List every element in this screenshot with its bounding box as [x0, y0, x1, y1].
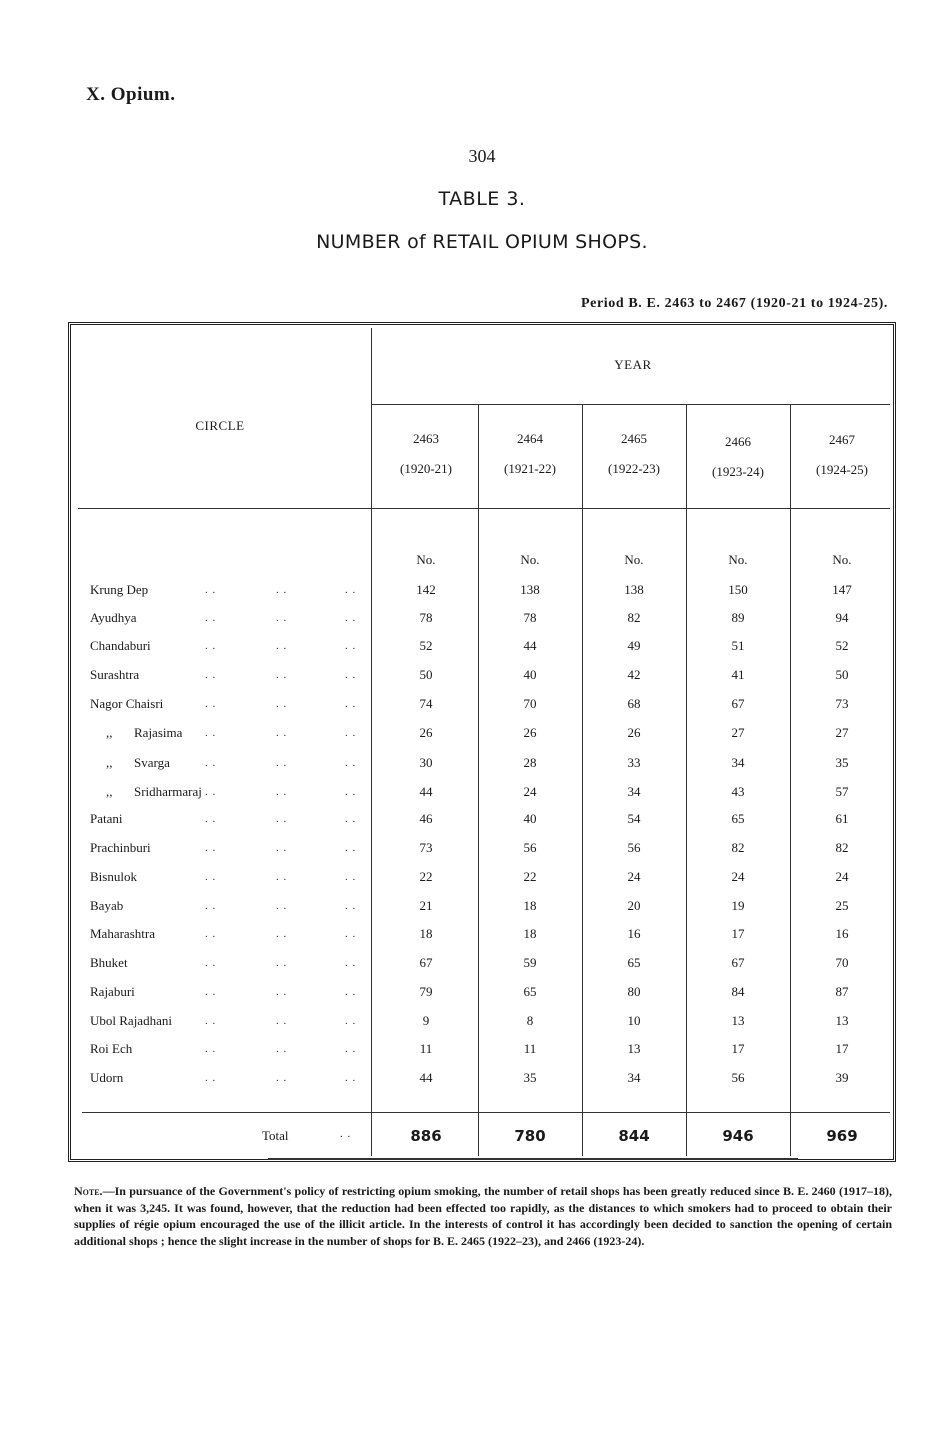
table-cell: 87	[835, 984, 849, 999]
table-cell: 40	[523, 811, 537, 826]
circle-name	[90, 1070, 123, 1086]
ditto-mark: ,,	[106, 725, 113, 740]
leader-dots: . .	[345, 698, 357, 710]
circle-header: CIRCLE	[195, 418, 245, 433]
total-value: 969	[826, 1127, 858, 1145]
year-be: 2463	[413, 431, 439, 446]
leader-dots: . .	[276, 842, 288, 854]
table-cell: 42	[627, 667, 641, 682]
circle-name	[106, 784, 202, 800]
leader-dots: . .	[345, 957, 357, 969]
table-cell: 50	[835, 667, 849, 682]
table-cell: 65	[627, 955, 641, 970]
footnote	[74, 1183, 892, 1249]
circle-name	[90, 638, 151, 654]
leader-dots: . .	[205, 640, 217, 652]
leader-dots: . .	[345, 900, 357, 912]
leader-dots: . .	[276, 986, 288, 998]
unit-label: No.	[624, 552, 644, 567]
leader-dots: . .	[205, 1015, 217, 1027]
year-ad: (1924-25)	[816, 462, 868, 477]
year-ad: (1920-21)	[400, 461, 452, 476]
table-cell: 17	[731, 1041, 745, 1056]
circle-name-text: Rajaburi	[90, 984, 135, 999]
table-cell: 67	[731, 955, 745, 970]
table-cell: 52	[419, 638, 433, 653]
leader-dots: . .	[205, 612, 217, 624]
table-cell: 26	[523, 725, 537, 740]
total-top-rule	[82, 1112, 890, 1113]
unit-label: No.	[416, 552, 436, 567]
leader-dots: . .	[205, 727, 217, 739]
leader-dots: . .	[276, 928, 288, 940]
circle-name-text: Surashtra	[90, 667, 140, 682]
leader-dots: . .	[345, 727, 357, 739]
table-cell: 21	[419, 898, 433, 913]
total-value: 886	[410, 1127, 442, 1145]
table-cell: 56	[731, 1070, 745, 1085]
footnote-head: Note.	[74, 1184, 103, 1198]
table-cell: 35	[523, 1070, 537, 1085]
leader-dots: . .	[345, 669, 357, 681]
footnote-body: —In pursuance of the Government's policy of restricting opium smoking, the number of retail shops has been greatly reduced since B. E. 2460 (1917–18), when it was 3,245. It was found, however, that the reduction had been effected too rapidly, as the distances to which smokers had to proceed to obtain their supplies of régie opium encouraged the use of the illicit article. In the interests of control it has accordingly been decided to sanction the opening of certain additional shops ; hence the slight increase in the number of shops for B. E. 2465 (1922–23), and 2466 (1923-24).	[74, 1184, 892, 1248]
circle-name-text: Bhuket	[90, 955, 128, 970]
table-cell: 28	[523, 755, 537, 770]
table-cell: 26	[627, 725, 641, 740]
circle-name	[90, 582, 148, 598]
table-cell: 17	[835, 1041, 849, 1056]
table-cell: 67	[731, 696, 745, 711]
table-cell: 24	[835, 869, 849, 884]
leader-dots: . .	[345, 928, 357, 940]
circle-name-text: Krung Dep	[90, 582, 149, 597]
table-cell: 24	[523, 784, 537, 799]
circle-name-text: Sridharmaraj	[134, 784, 202, 799]
leader-dots: . .	[276, 957, 288, 969]
total-value: 946	[722, 1127, 754, 1145]
table-cell: 9	[422, 1013, 430, 1028]
table-cell: 150	[728, 582, 748, 597]
table-cell: 70	[523, 696, 537, 711]
table-cell: 84	[731, 984, 745, 999]
leader-dots: . .	[345, 1015, 357, 1027]
table-cell: 33	[627, 755, 641, 770]
table-cell: 30	[419, 755, 433, 770]
table-cell: 49	[627, 638, 641, 653]
leader-dots: . .	[345, 640, 357, 652]
circle-name	[106, 755, 170, 771]
year-be: 2465	[621, 431, 647, 446]
year-header-rule	[372, 404, 890, 405]
table-title: NUMBER of RETAIL OPIUM SHOPS.	[316, 231, 648, 253]
circle-name	[90, 955, 128, 971]
circle-name-text: Udorn	[90, 1070, 124, 1085]
leader-dots: . .	[205, 842, 217, 854]
table-cell: 20	[627, 898, 641, 913]
leader-dots: . .	[345, 1043, 357, 1055]
leader-dots: . .	[345, 842, 357, 854]
leader-dots: . .	[205, 584, 217, 596]
table-cell: 40	[523, 667, 537, 682]
table-cell: 24	[731, 869, 745, 884]
year-column-header	[686, 434, 790, 480]
leader-dots: . .	[205, 900, 217, 912]
leader-dots: . .	[276, 612, 288, 624]
table-cell: 78	[419, 610, 433, 625]
leader-dots: . .	[276, 1043, 288, 1055]
table-cell: 74	[419, 696, 433, 711]
table-cell: 51	[731, 638, 745, 653]
unit-label: No.	[832, 552, 852, 567]
circle-name	[90, 696, 163, 712]
table-cell: 44	[419, 1070, 433, 1085]
period-caption: Period B. E. 2463 to 2467 (1920-21 to 1924-25).	[580, 296, 888, 311]
table-cell: 13	[627, 1041, 641, 1056]
table-cell: 147	[832, 582, 852, 597]
leader-dots: . .	[276, 900, 288, 912]
table-cell: 27	[835, 725, 849, 740]
table-cell: 41	[731, 667, 745, 682]
total-label: Total	[262, 1128, 289, 1143]
leader-dots: . .	[205, 986, 217, 998]
ditto-mark: ,,	[106, 784, 113, 799]
table-cell: 82	[627, 610, 641, 625]
leader-dots: . .	[276, 1015, 288, 1027]
leader-dots: . .	[205, 813, 217, 825]
circle-name	[90, 840, 151, 856]
leader-dots: . .	[205, 786, 217, 798]
table-cell: 10	[627, 1013, 641, 1028]
table-cell: 11	[523, 1041, 537, 1056]
leader-dots: . .	[205, 1043, 217, 1055]
circle-name-text: Ayudhya	[90, 610, 137, 625]
circle-name-text: Maharashtra	[90, 926, 155, 941]
table-cell: 70	[835, 955, 849, 970]
table-cell: 67	[419, 955, 433, 970]
column-divider-circle	[371, 328, 372, 1156]
table-cell: 73	[419, 840, 433, 855]
table-cell: 78	[523, 610, 537, 625]
table-cell: 39	[835, 1070, 849, 1085]
leader-dots: . .	[345, 584, 357, 596]
circle-name-text: Chandaburi	[90, 638, 151, 653]
table-cell: 34	[731, 755, 745, 770]
table-cell: 50	[419, 667, 433, 682]
table-cell: 22	[523, 869, 537, 884]
table-cell: 82	[731, 840, 745, 855]
leader-dots: . .	[276, 757, 288, 769]
header-bottom-rule	[78, 508, 890, 509]
leader-dots: . .	[345, 1072, 357, 1084]
table-cell: 138	[624, 582, 644, 597]
circle-name	[90, 610, 136, 626]
unit-label: No.	[520, 552, 540, 567]
circle-name-text: Bisnulok	[90, 869, 137, 884]
year-column-header	[478, 431, 582, 477]
circle-name	[90, 869, 137, 885]
table-cell: 34	[627, 1070, 641, 1085]
total-leader-dots: . .	[340, 1128, 352, 1140]
leader-dots: . .	[345, 612, 357, 624]
leader-dots: . .	[276, 727, 288, 739]
leader-dots: . .	[345, 986, 357, 998]
year-be: 2467	[829, 432, 855, 447]
circle-name	[90, 984, 135, 1000]
total-value: 844	[618, 1127, 650, 1145]
table-cell: 56	[627, 840, 641, 855]
table-cell: 11	[419, 1041, 433, 1056]
table-cell: 57	[835, 784, 849, 799]
circle-name	[90, 667, 139, 683]
table-cell: 65	[731, 811, 745, 826]
table-cell: 80	[627, 984, 641, 999]
table-cell: 79	[419, 984, 433, 999]
table-cell: 22	[419, 869, 433, 884]
year-column-header	[790, 432, 894, 478]
table-cell: 13	[731, 1013, 745, 1028]
table-cell: 8	[526, 1013, 534, 1028]
total-bottom-rule	[268, 1158, 798, 1160]
year-header: YEAR	[614, 357, 652, 372]
leader-dots: . .	[345, 871, 357, 883]
year-be: 2466	[725, 434, 751, 449]
leader-dots: . .	[205, 1072, 217, 1084]
table-cell: 35	[835, 755, 849, 770]
table-cell: 18	[523, 898, 537, 913]
table-cell: 82	[835, 840, 849, 855]
table-cell: 18	[523, 926, 537, 941]
leader-dots: . .	[276, 786, 288, 798]
page-number: 304	[468, 146, 496, 166]
unit-label: No.	[728, 552, 748, 567]
table-cell: 61	[835, 811, 849, 826]
leader-dots: . .	[276, 669, 288, 681]
table-cell: 46	[419, 811, 433, 826]
circle-name-text: Nagor Chaisri	[90, 696, 164, 711]
table-cell: 54	[627, 811, 641, 826]
circle-name	[90, 1013, 172, 1029]
table-cell: 94	[835, 610, 849, 625]
circle-name-text: Bayab	[90, 898, 124, 913]
table-cell: 18	[419, 926, 433, 941]
leader-dots: . .	[205, 928, 217, 940]
table-cell: 25	[835, 898, 849, 913]
table-cell: 13	[835, 1013, 849, 1028]
table-cell: 65	[523, 984, 537, 999]
leader-dots: . .	[345, 813, 357, 825]
leader-dots: . .	[276, 871, 288, 883]
leader-dots: . .	[205, 957, 217, 969]
section-title: X. Opium.	[86, 84, 176, 105]
leader-dots: . .	[345, 786, 357, 798]
leader-dots: . .	[276, 1072, 288, 1084]
table-cell: 68	[627, 696, 641, 711]
leader-dots: . .	[276, 584, 288, 596]
leader-dots: . .	[205, 757, 217, 769]
circle-name-text: Prachinburi	[90, 840, 151, 855]
table-cell: 24	[627, 869, 641, 884]
leader-dots: . .	[205, 871, 217, 883]
leader-dots: . .	[205, 698, 217, 710]
year-column-header	[582, 431, 686, 477]
table-number: TABLE 3.	[438, 188, 526, 210]
table-cell: 44	[523, 638, 537, 653]
year-be: 2464	[517, 431, 543, 446]
table-cell: 16	[627, 926, 641, 941]
year-ad: (1923-24)	[712, 464, 764, 479]
table-cell: 138	[520, 582, 540, 597]
circle-name	[90, 926, 155, 942]
leader-dots: . .	[276, 813, 288, 825]
table-cell: 44	[419, 784, 433, 799]
table-cell: 43	[731, 784, 745, 799]
table-cell: 142	[416, 582, 436, 597]
circle-name-text: Rajasima	[134, 725, 183, 740]
ditto-mark: ,,	[106, 755, 113, 770]
table-cell: 73	[835, 696, 849, 711]
leader-dots: . .	[276, 640, 288, 652]
year-column-header	[374, 431, 478, 477]
year-ad: (1922-23)	[608, 461, 660, 476]
leader-dots: . .	[205, 669, 217, 681]
table-cell: 59	[523, 955, 537, 970]
table-cell: 52	[835, 638, 849, 653]
table-cell: 34	[627, 784, 641, 799]
table-cell: 17	[731, 926, 745, 941]
table-cell: 26	[419, 725, 433, 740]
table-cell: 19	[731, 898, 745, 913]
circle-name-text: Patani	[90, 811, 123, 826]
table-cell: 56	[523, 840, 537, 855]
circle-name-text: Svarga	[134, 755, 170, 770]
circle-name-text: Roi Ech	[90, 1041, 133, 1056]
circle-name	[90, 898, 123, 914]
circle-name	[106, 725, 182, 741]
total-value: 780	[514, 1127, 546, 1145]
circle-name-text: Ubol Rajadhani	[90, 1013, 172, 1028]
table-cell: 16	[835, 926, 849, 941]
leader-dots: . .	[345, 757, 357, 769]
circle-name	[90, 1041, 132, 1057]
table-cell: 27	[731, 725, 745, 740]
table-cell: 89	[731, 610, 745, 625]
year-ad: (1921-22)	[504, 461, 556, 476]
leader-dots: . .	[276, 698, 288, 710]
circle-name	[90, 811, 123, 827]
